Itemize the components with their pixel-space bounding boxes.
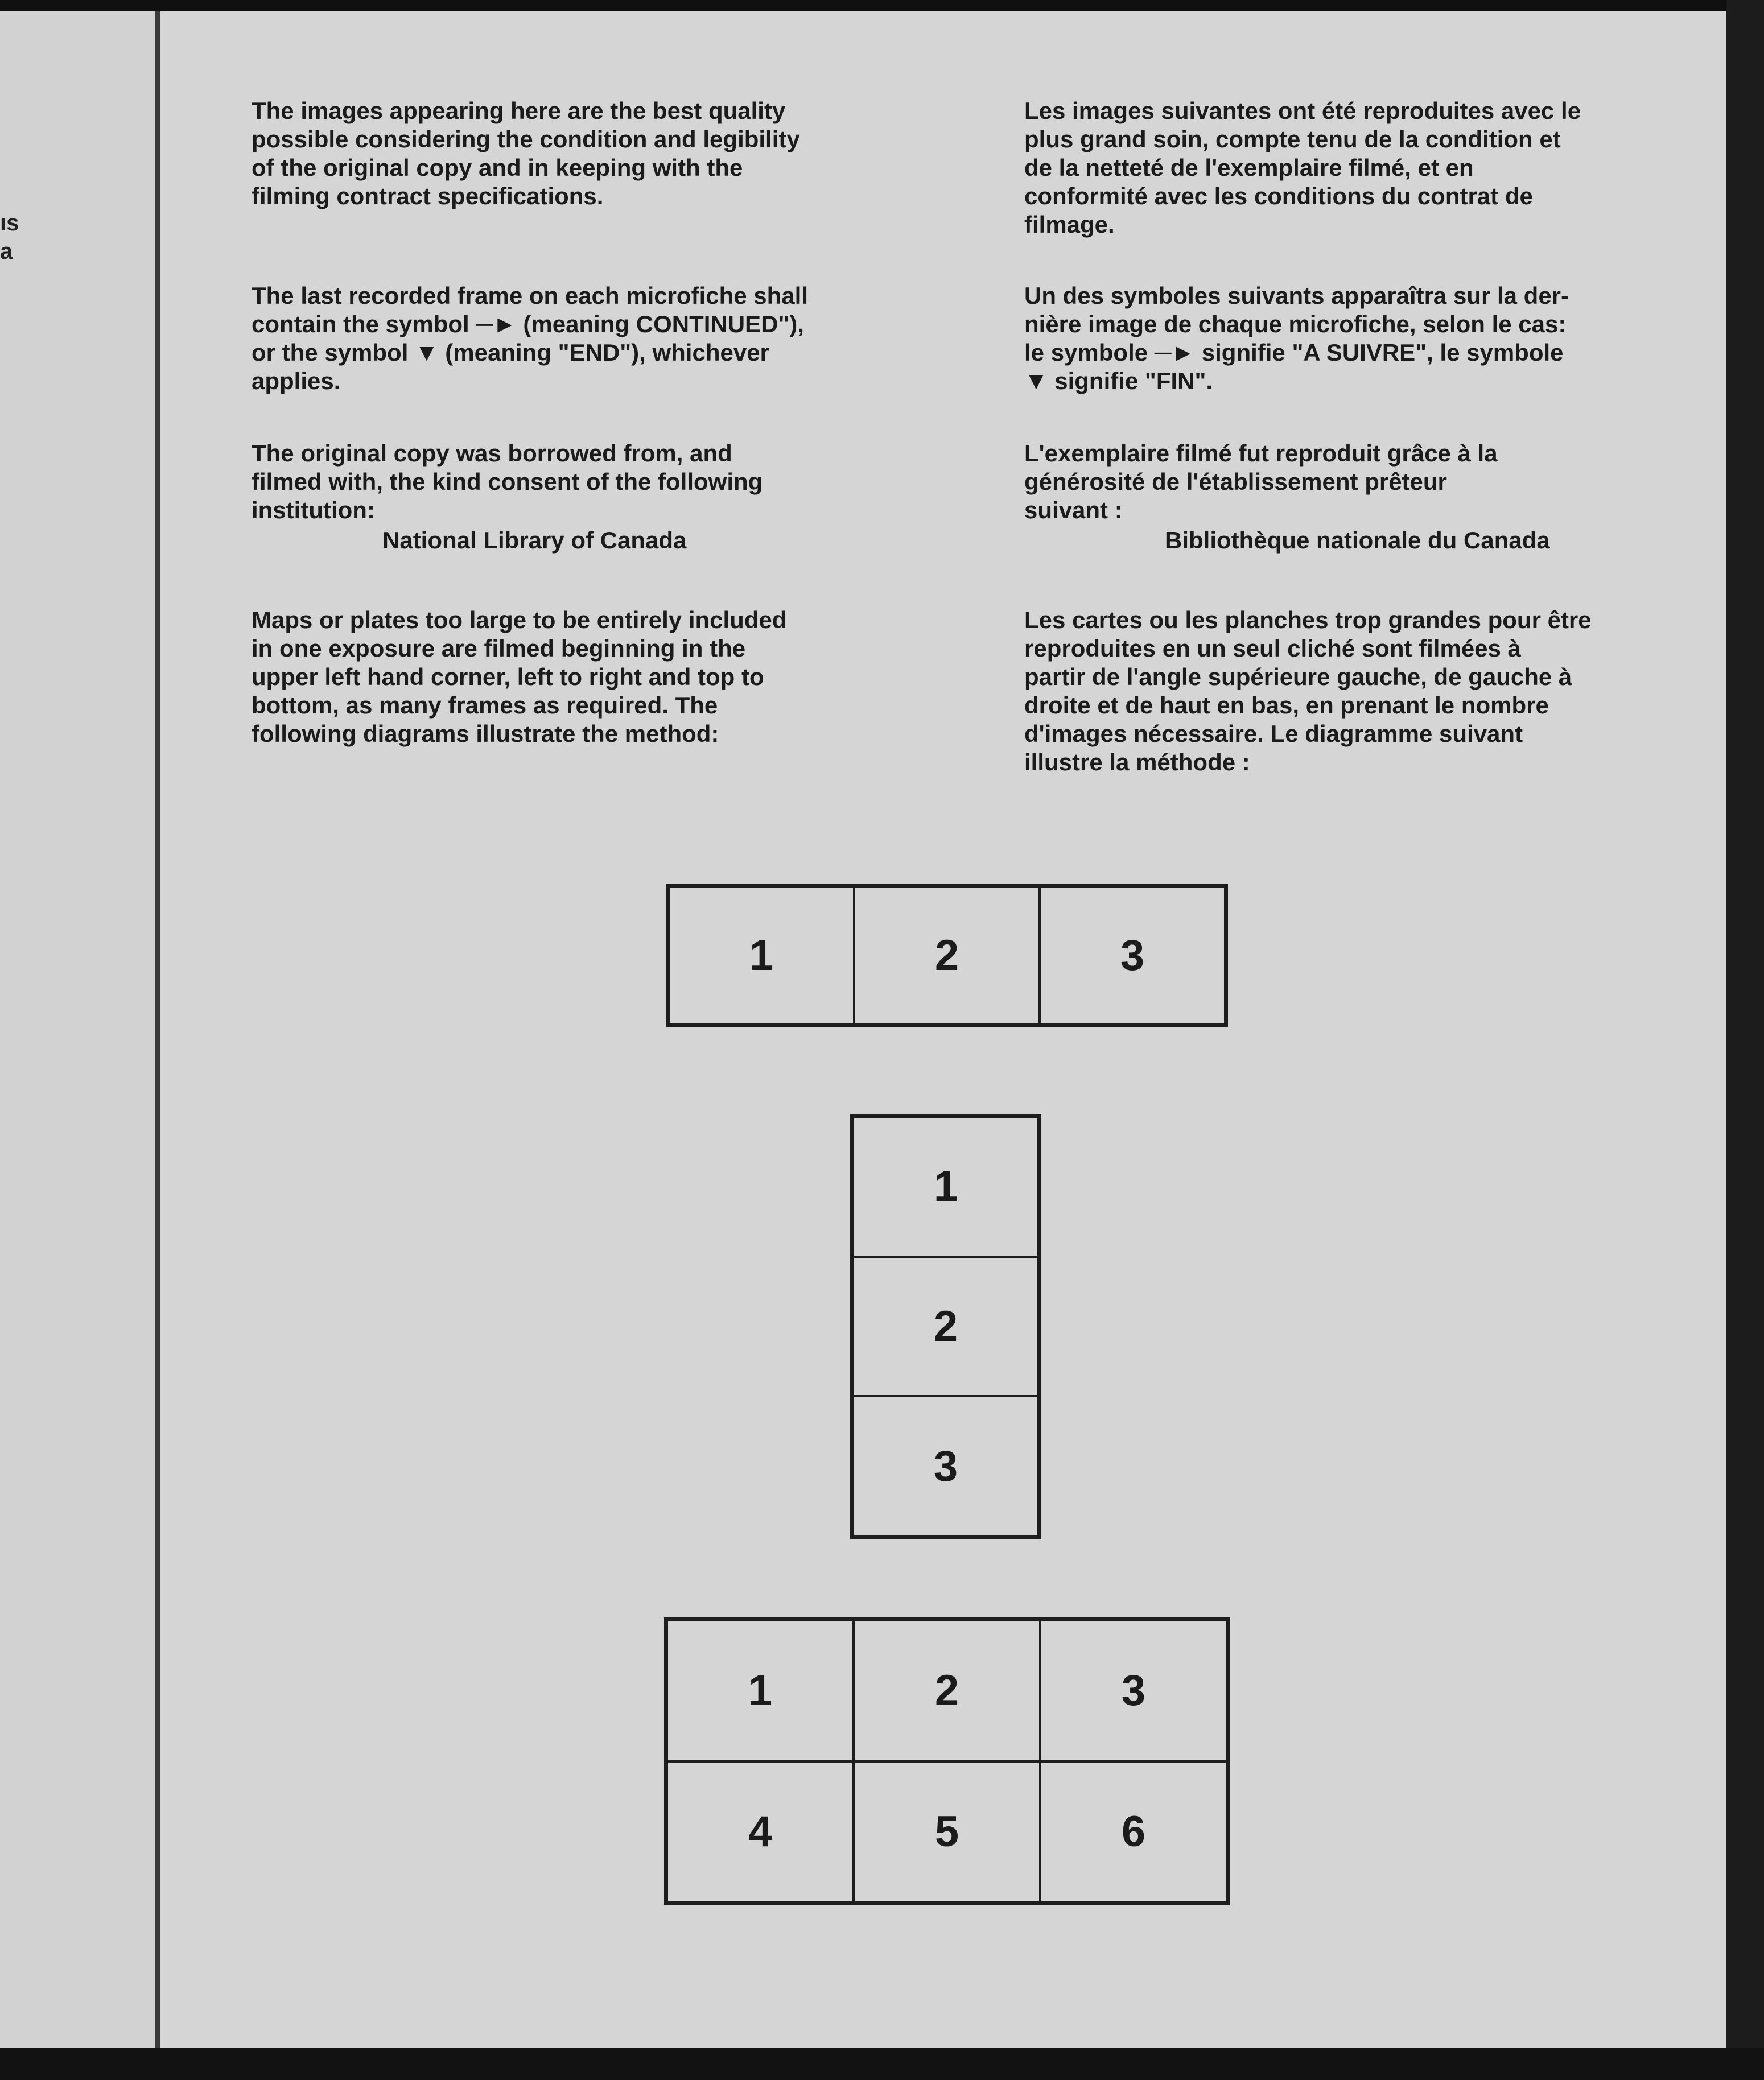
film-top-border (0, 0, 1764, 11)
en-institution-name: National Library of Canada (382, 527, 687, 554)
frame-cell: 2 (854, 1620, 1040, 1761)
frame-cell: 6 (1040, 1761, 1227, 1902)
en-institution-paragraph: The original copy was borrowed from, and filmed with, the kind consent of the following institution: (252, 440, 763, 523)
fr-quality-paragraph: Les images suivantes ont été reproduites avec le plus grand soin, compte tenu de la condition et de la netteté de l'exemplaire filmé, et en conformité avec les conditions du contrat de filmage. (1024, 97, 1581, 238)
frame-cell: 3 (1040, 886, 1225, 1024)
edge-text-fragment: ıs (0, 211, 19, 236)
film-bottom-border (0, 2048, 1764, 2080)
frame-cell: 1 (667, 1620, 854, 1761)
page-gutter (155, 11, 160, 2048)
fr-maps-paragraph: Les cartes ou les planches trop grandes pour être reproduites en un seul cliché sont filmées à partir de l'angle supérieure gauche, de gauche à droite et de haut en bas, en prenant le nombre d'images nécessaire. Le diagramme suivant illustre la méthode : (1024, 606, 1592, 775)
frame-cell: 4 (667, 1761, 854, 1902)
diagram-column (850, 1114, 1041, 1539)
frame-cell: 3 (1040, 1620, 1227, 1761)
frame-cell: 5 (854, 1761, 1040, 1902)
frame-cell: 3 (853, 1396, 1038, 1536)
en-symbol-paragraph: The last recorded frame on each microfiche shall contain the symbol ─► (meaning CONTINUED"), or the symbol ▼ (meaning "END"), whichever applies. (252, 282, 808, 394)
fr-institution-paragraph: L'exemplaire filmé fut reproduit grâce à la générosité de l'établissement prêteur suivant : (1024, 440, 1498, 523)
en-quality-paragraph: The images appearing here are the best quality possible considering the condition and legibility of the original copy and in keeping with the filming contract specifications. (252, 97, 800, 209)
fr-institution-name: Bibliothèque nationale du Canada (1165, 527, 1550, 554)
frame-cell: 2 (854, 886, 1040, 1024)
en-maps-paragraph: Maps or plates too large to be entirely included in one exposure are filmed beginning in the upper left hand corner, left to right and top to bottom, as many frames as required. The following diagrams illustrate the method: (252, 606, 787, 747)
diagram-grid (664, 1617, 1230, 1905)
diagram-row (666, 884, 1228, 1027)
frame-cell: 1 (669, 886, 854, 1024)
fr-symbol-paragraph: Un des symboles suivants apparaîtra sur la der- nière image de chaque microfiche, selon le cas: le symbole ─► signifie "A SUIVRE", le symbole ▼ signifie "FIN". (1024, 282, 1569, 394)
frame-cell: 2 (853, 1257, 1038, 1397)
frame-cell: 1 (853, 1117, 1038, 1257)
document-page (160, 11, 1726, 2048)
edge-text-fragment: a (0, 239, 13, 264)
previous-page-edge (0, 11, 155, 2048)
film-right-border (1726, 0, 1764, 2080)
